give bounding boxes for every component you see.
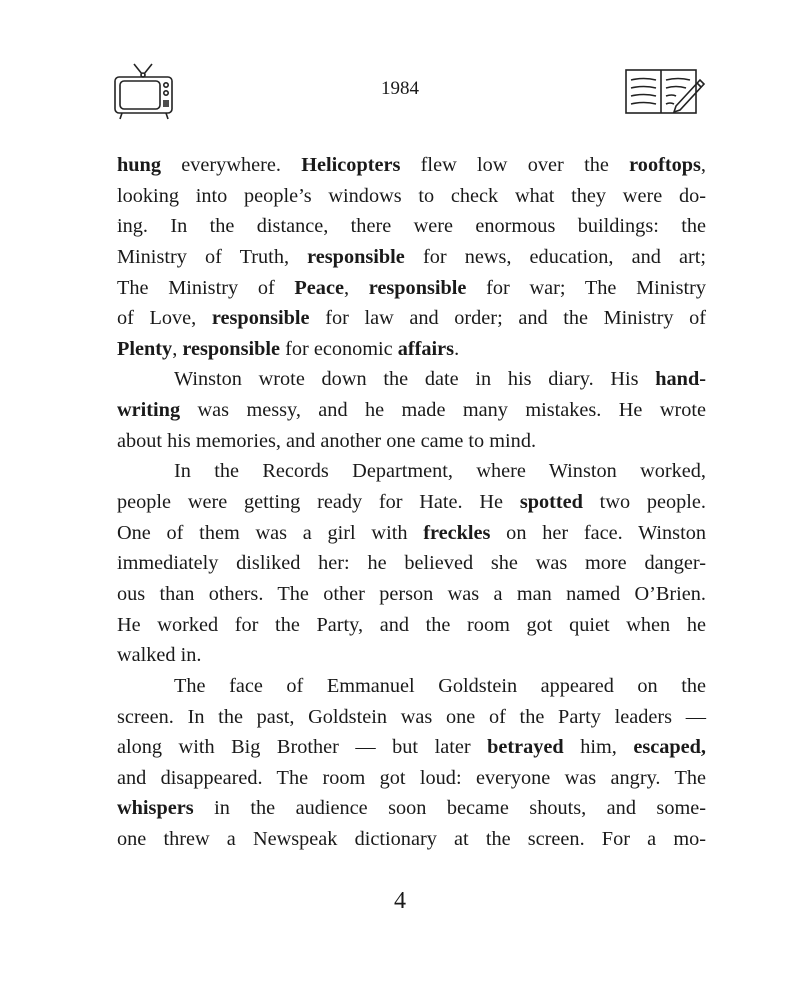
text-span: Winston wrote down the date in his diary. His <box>174 368 656 391</box>
text-span: two people. <box>582 491 706 514</box>
text-span: ous than others. The other person was a man named O’Brien. <box>117 582 706 605</box>
text-span: along with Big Brother — but later <box>117 736 488 759</box>
text-span: for news, education, and art; <box>404 245 706 268</box>
text-line <box>117 273 706 304</box>
text-span: and disappeared. The room got loud: everyone was angry. The <box>117 766 706 789</box>
text-line <box>117 548 706 579</box>
text-line <box>117 763 706 794</box>
text-span: on her face. Winston <box>490 521 706 544</box>
bold-vocabulary-word: responsible <box>211 307 310 330</box>
text-line <box>117 702 706 733</box>
bold-vocabulary-word: writing <box>117 399 181 422</box>
bold-vocabulary-word: whispers <box>117 797 194 820</box>
text-span: One of them was a girl with <box>117 521 424 544</box>
text-line <box>117 456 706 487</box>
text-line <box>117 579 706 610</box>
text-span: everywhere. <box>160 154 302 176</box>
text-line <box>117 395 706 426</box>
text-span: immediately disliked her: he believed she was more danger- <box>117 552 706 575</box>
bold-vocabulary-word: responsible <box>368 276 467 299</box>
text-line <box>117 640 706 671</box>
paragraph <box>117 671 706 855</box>
paragraph <box>117 364 706 456</box>
text-span: for economic <box>280 337 398 360</box>
body-text <box>117 150 706 855</box>
text-line <box>117 150 706 181</box>
text-span: . <box>454 337 460 360</box>
text-span: one threw a Newspeak dictionary at the screen. For a mo- <box>117 828 706 851</box>
page-number: 4 <box>394 888 406 914</box>
text-line <box>117 518 706 549</box>
text-line <box>117 426 706 457</box>
bold-vocabulary-word: Plenty <box>117 337 173 360</box>
text-span: of Love, <box>117 307 212 330</box>
text-span: people were getting ready for Hate. He <box>117 491 520 514</box>
bold-vocabulary-word: freckles <box>423 521 491 544</box>
paragraph <box>117 456 706 670</box>
text-span: in the audience soon became shouts, and some- <box>193 797 706 820</box>
bold-vocabulary-word: Helicopters <box>301 154 401 176</box>
text-line <box>117 211 706 242</box>
text-span: flew low over the <box>400 154 630 176</box>
text-span: Ministry of Truth, <box>117 245 308 268</box>
text-span: screen. In the past, Goldstein was one of the Party leaders — <box>117 705 706 728</box>
text-span: looking into people’s windows to check what they were do- <box>117 184 706 207</box>
bold-vocabulary-word: affairs <box>397 337 455 360</box>
book-title: 1984 <box>381 78 419 99</box>
text-line <box>117 334 706 365</box>
text-span: ing. In the distance, there were enormous buildings: the <box>117 215 706 238</box>
bold-vocabulary-word: spotted <box>519 491 583 514</box>
text-line <box>117 610 706 641</box>
text-span: walked in. <box>117 644 202 667</box>
book-pencil-icon <box>624 68 706 121</box>
text-line <box>117 824 706 855</box>
text-span: for law and order; and the Ministry of <box>309 307 707 330</box>
text-line <box>117 732 706 763</box>
text-span: He worked for the Party, and the room got quiet when he <box>117 613 706 636</box>
text-line <box>117 303 706 334</box>
text-line <box>117 793 706 824</box>
text-line <box>117 487 706 518</box>
text-span: The Ministry of <box>117 276 295 299</box>
text-line <box>117 242 706 273</box>
text-span: for war; The Ministry <box>466 276 706 299</box>
text-span: , <box>343 276 369 299</box>
bold-vocabulary-word: responsible <box>182 337 281 360</box>
text-span: about his memories, and another one came to mind. <box>117 429 537 452</box>
text-line <box>117 181 706 212</box>
bold-vocabulary-word: rooftops <box>629 154 701 176</box>
bold-vocabulary-word: escaped, <box>633 736 706 759</box>
bold-vocabulary-word: hand- <box>655 368 706 391</box>
text-span: In the Records Department, where Winston worked, <box>174 460 706 483</box>
bold-vocabulary-word: hung <box>117 154 161 176</box>
text-span: , <box>172 337 183 360</box>
text-line <box>117 364 706 395</box>
bold-vocabulary-word: responsible <box>307 245 405 268</box>
paragraph <box>117 150 706 364</box>
text-line <box>117 671 706 702</box>
bold-vocabulary-word: Peace <box>294 276 344 299</box>
text-span: , <box>700 154 706 176</box>
text-span: him, <box>563 736 634 759</box>
bold-vocabulary-word: betrayed <box>487 736 564 759</box>
text-span: was messy, and he made many mistakes. He wrote <box>180 399 706 422</box>
text-span: The face of Emmanuel Goldstein appeared on the <box>174 674 706 697</box>
